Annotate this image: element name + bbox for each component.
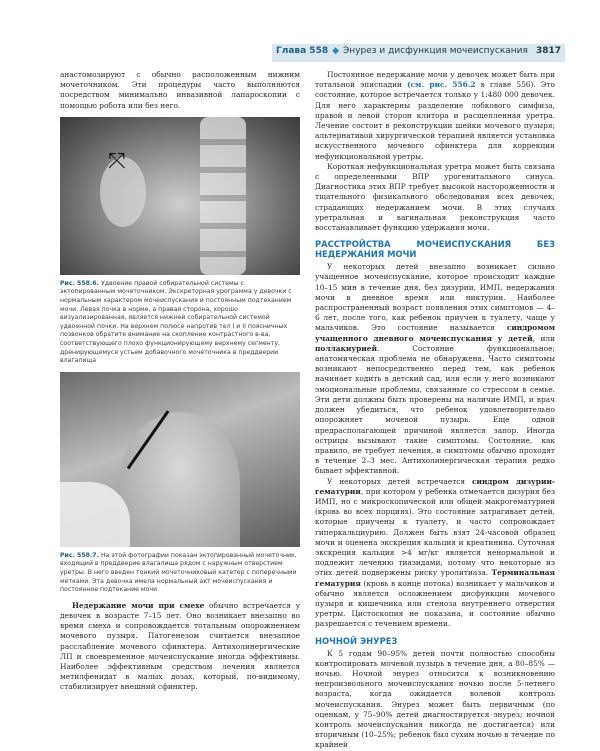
paragraph-text: обычно встречается у девочек в возрасте 7–15 лет. Оно возникает внезапно во время смеха и сопровождается тотальным опорожнением мочевого пузыря. Патогенезом считается внезапное расслабление мочевого сфинктера. Антихолинергические ЛП и своевременное мочеиспускание иногда эффективны. Наиболее эффективным средством лечения является метилфенидат в малых дозах, который, по-видимому, стабилизирует внешний сфинктер. [60, 600, 300, 692]
left-column [60, 70, 300, 693]
figure-558-7-label: Рис. 558.7. [60, 551, 99, 559]
chapter-title: Энурез и дисфункция мочеиспускания [343, 46, 528, 56]
paragraph-text: . Состояние функциональное; анатомическая проблема не обнаружена. Часто симптомы возникают непосредственно перед тем, как ребенок начинает ходить в детский сад, или если у него возникают эмоциональные проблемы, связанные со стрессом в семье. Эти дети должны быть проверены на наличие ИМП, и врач должен убедиться, что ребенок удовлетворительно опорожняет мочевой пузырь. Еще одной предрасполагающей причиной является запор. Иногда острицы вызывают такие симптомы. Состояние, как правило, не требует лечения, и симптомы обычно проходят в течение 2–3 мес. Антихолинергическая терапия редко бывает эффективной. [315, 343, 555, 476]
paragraph-text: У некоторых детей встречается [327, 476, 472, 486]
page-number: 3817 [535, 46, 561, 56]
term-bold: поллакиурией [315, 343, 377, 353]
paragraph-text: в главе 556). Это состояние, которое встречается только у 1:480 000 девочек. Для него характерны разделение лобкового симфиза, правой и левой сторон клитора и расщепленная уретра. Лечение состоит в реконструкции шейки мочевого пузыря; альтернативой хирургической терапией является установка искусственного мочевого сфинктера для коррекции нефункциональной уретры. [315, 80, 555, 161]
figure-link[interactable]: (см. рис. 556.2 [407, 80, 476, 90]
dysuria-paragraph [315, 477, 555, 630]
epispadias-paragraph [315, 70, 555, 162]
term-bold: синдром дизурии-гематурии [315, 476, 555, 496]
header-text [276, 46, 561, 56]
spine-shape [200, 117, 246, 275]
figure-558-6-text: Удвоение правой собирательной системы с эктопированным мочеточником. Экскреторная урограмма у девочки с нормальным характером мочеиспускания и постоянным подтеканием мочи. Левая почка в норме, а правая сторона, хорошо визуализированная, является нижней собирательной системой удвоенной почки. На верхнем полюсе напротив тел I и II поясничных позвонков обратите внимание на скопление контрастного в-ва, соответствующего плохо функционирующему верхнему сегменту, дренирующемуся устьем добавочного мочеточника в преддверии влагалища [60, 279, 292, 365]
enuresis-paragraph: К 5 годам 90–95% детей почти полностью способны контролировать мочевой пузырь в течение дня, а 80–85% — ночью. Ночной энурез относится к возникновению непроизвольного мочеиспускания ночью после 5-летнего возраста, когда ожидается волевой контроль мочеиспускания. Энурез может быть первичным (по оценкам, у 75–90% детей диагностируется энурез; ночной контроль мочеиспускания никогда не достигается) или вторичным (10–25%; ребенок был сухим ночью в течение по крайней [315, 648, 555, 750]
figure-558-6-image [60, 117, 300, 275]
laughter-incontinence-paragraph [60, 601, 300, 693]
paragraph-text: Постоянное недержание мочи у девочек может быть при тотальной эписпадии [315, 70, 555, 90]
chapter-label: Глава 558 [276, 46, 329, 56]
paragraph-text: , при котором у ребенка отмечается дизурия без ИМП, но с микроскопической или общей макрогематурией (кровь во всех порциях). Это состояние затрагивает детей, которые приучены к туалету, и часто сопровождает гиперкальциурию. Должен быть взят 24-часовой образец мочи и оценена экскреция кальция и креатинина. Суточная экскреция кальция >4 мг/кг является ненормальной и подлежит лечению тиазидами, потому что некоторые из этих детей подвержены риску уролитиаза. [315, 486, 555, 578]
section-heading-nocturnal-enuresis: НОЧНОЙ ЭНУРЕЗ [315, 635, 398, 646]
tissue-shape [120, 412, 240, 547]
urethra-paragraph: Короткая нефункциональная уретра может быть связана с определенными ВПР урогенитального синуса. Диагностика этих ВПР требует высокой настороженности и тщательного физикального обследования всех девочек, страдающих недержанием мочи. В этих случаях уретральная и вагинальная реконструкция часто восстанавливает функцию удержания мочи. [315, 161, 555, 233]
figure-558-6-label: Рис. 558.6. [60, 279, 99, 287]
figure-558-7-image [60, 372, 300, 547]
figure-558-7-caption [60, 552, 300, 595]
term-bold: синдромом учащенного дневного мочеиспускания у детей [315, 323, 555, 343]
section-heading-voiding-disorders: РАССТРОЙСТВА МОЧЕИСПУСКАНИЯ БЕЗ НЕДЕРЖАНИЯ МОЧИ [315, 239, 555, 260]
figure-558-7-text: На этой фотографии показан эктопированный мочеточник, входящий в преддверие влагалища рядом с наружным отверстием уретры. В него введен тонкий мочеточниковый катетер с поперечными метками. Эта девочка имела нормальный акт мочеиспускания и постоянное подтекание мочи [60, 551, 297, 594]
term-bold: Терминальная гематурия [315, 568, 555, 588]
term-bold: Недержание мочи при смехе [72, 600, 205, 610]
paragraph-text: (кровь в конце потока) возникает у мальчиков и обычно является осложнением дисфункции мочевого пузыря и кишечника или стеноза внутреннего отверстия уретры. Цистоскопия не показана, и состояние обычно разрешается с течением времени. [315, 578, 555, 629]
paragraph-text: , или [532, 333, 556, 343]
arrow-icon: ⤧ [108, 148, 126, 174]
figure-558-6-caption [60, 280, 300, 366]
paragraph-text: У некоторых детей внезапно возникает сильно учащенное мочеиспускание, которое происходит каждые 10–15 мин в течение дня, без дизурии, ИМП, недержания мочи в дневное время или никтурии. Наиболее распространенный возраст появления этих симптомов — 4–6 лет, после того, как ребенок приучен к туалету, чаще у мальчиков. Это состояние называется [315, 262, 555, 333]
diamond-icon: ◆ [332, 46, 340, 56]
pollakiuria-paragraph [315, 262, 555, 476]
intro-paragraph: анастомозируют с обычно расположенным нижним мочеточником. Эти процедуры часто выполняются посредством минимально инвазивной лапароскопии с помощью робота или без него. [60, 70, 300, 110]
right-column [315, 70, 555, 751]
page-header [60, 44, 565, 62]
